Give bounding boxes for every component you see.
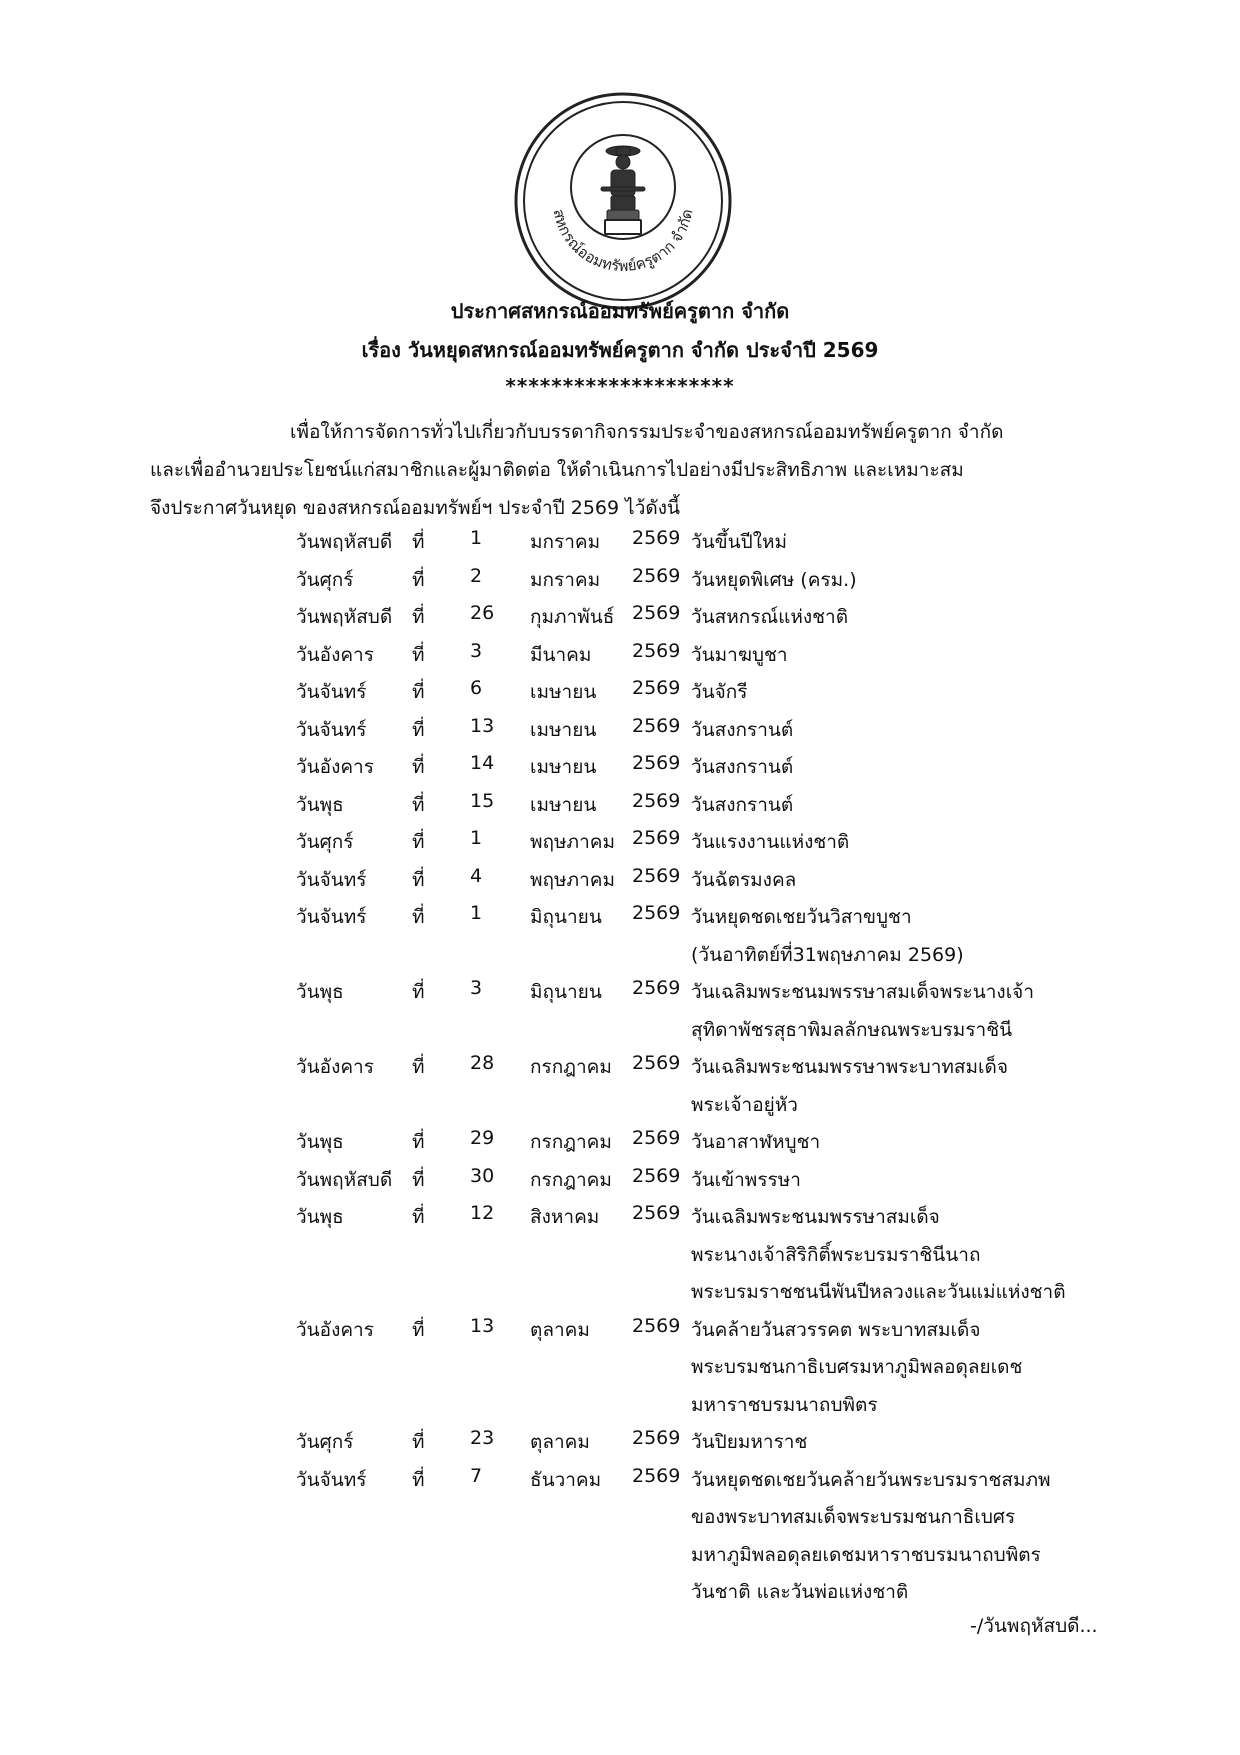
announcement-subject: เรื่อง วันหยุดสหกรณ์ออมทรัพย์ครูตาก จำกัด ประจำปี 2569 — [361, 338, 879, 362]
holiday-description: วันหยุดชดเชยวันคล้ายวันพระบรมราชสมภพ — [691, 1468, 1051, 1491]
holiday-row — [0, 752, 1240, 790]
holiday-date: 12 — [470, 1202, 495, 1224]
holiday-thi: ที่ — [412, 643, 425, 666]
holiday-description: วันสหกรณ์แห่งชาติ — [691, 606, 849, 628]
holiday-day: วันพฤหัสบดี — [296, 606, 393, 628]
holiday-row — [0, 640, 1240, 678]
holiday-thi: ที่ — [412, 1318, 425, 1341]
holiday-year: 2569 — [632, 1314, 681, 1337]
holiday-description: วันเข้าพรรษา — [691, 1168, 801, 1191]
holiday-year: 2569 — [632, 827, 681, 849]
holiday-month: มกราคม — [530, 568, 601, 591]
holiday-row — [0, 977, 1240, 1015]
holiday-description: วันสงกรานต์ — [691, 793, 794, 816]
holiday-description: วันขึ้นปีใหม่ — [691, 531, 788, 553]
holiday-row — [0, 1465, 1240, 1503]
holiday-description: วันเฉลิมพระชนมพรรษาสมเด็จ — [691, 1206, 940, 1228]
holiday-row — [0, 565, 1240, 603]
holiday-description-continued: มหาราชบรมนาถบพิตร — [691, 1393, 878, 1416]
holiday-thi: ที่ — [412, 868, 425, 891]
holiday-year: 2569 — [632, 602, 681, 624]
holiday-row — [0, 1165, 1240, 1203]
holiday-date: 13 — [470, 1314, 495, 1337]
holiday-row — [0, 1315, 1240, 1353]
holiday-description-continued: พระบรมชนกาธิเบศรมหาภูมิพลอดุลยเดช — [691, 1356, 1023, 1378]
holiday-day: วันพุธ — [296, 1131, 344, 1153]
holiday-row — [0, 790, 1240, 828]
holiday-date: 2 — [470, 564, 483, 587]
holiday-thi: ที่ — [412, 1431, 425, 1453]
holiday-date: 30 — [470, 1164, 495, 1187]
holiday-day: วันศุกร์ — [296, 1431, 354, 1453]
holiday-month: เมษายน — [530, 681, 597, 703]
holiday-thi: ที่ — [412, 718, 425, 741]
holiday-month: มีนาคม — [530, 643, 592, 666]
holiday-row — [0, 1202, 1240, 1240]
holiday-day: วันอังคาร — [296, 1318, 374, 1341]
holiday-month: ธันวาคม — [530, 1468, 602, 1491]
holiday-description: วันสงกรานต์ — [691, 718, 794, 741]
intro-line-3: จึงประกาศวันหยุด ของสหกรณ์ออมทรัพย์ฯ ประจำปี 2569 ไว้ดังนี้ — [150, 497, 680, 519]
intro-line-2: และเพื่ออำนวยประโยชน์แก่สมาชิกและผู้มาติดต่อ ให้ดำเนินการไปอย่างมีประสิทธิภาพ และเหมาะสม — [150, 459, 964, 481]
holiday-year: 2569 — [632, 639, 681, 662]
holiday-thi: ที่ — [412, 906, 425, 928]
holiday-thi: ที่ — [412, 606, 425, 628]
holiday-row — [0, 677, 1240, 715]
holiday-date: 23 — [470, 1427, 495, 1449]
holiday-thi: ที่ — [412, 531, 425, 553]
holiday-day: วันพฤหัสบดี — [296, 531, 393, 553]
holiday-row — [0, 715, 1240, 753]
holiday-date: 6 — [470, 677, 483, 699]
holiday-description-continued: วันชาติ และวันพ่อแห่งชาติ — [691, 1581, 909, 1603]
holiday-row — [0, 865, 1240, 903]
holiday-row — [0, 1427, 1240, 1465]
holiday-description-continued: มหาภูมิพลอดุลยเดชมหาราชบรมนาถบพิตร — [691, 1543, 1041, 1566]
holiday-year: 2569 — [632, 1164, 681, 1187]
holiday-month: พฤษภาคม — [530, 831, 615, 853]
holiday-row — [0, 827, 1240, 865]
holiday-description-continued: (วันอาทิตย์ที่31พฤษภาคม 2569) — [691, 943, 964, 966]
holiday-thi: ที่ — [412, 1468, 425, 1491]
holiday-month: เมษายน — [530, 718, 597, 741]
holiday-description: วันมาฆบูชา — [691, 643, 788, 666]
holiday-description-continued: ของพระบาทสมเด็จพระบรมชนกาธิเบศร — [691, 1506, 1016, 1528]
holiday-date: 7 — [470, 1464, 483, 1487]
holiday-row — [0, 527, 1240, 565]
holiday-year: 2569 — [632, 1427, 681, 1449]
holiday-thi: ที่ — [412, 756, 425, 778]
holiday-description: วันคล้ายวันสวรรคต พระบาทสมเด็จ — [691, 1318, 981, 1341]
holiday-day: วันพฤหัสบดี — [296, 1168, 393, 1191]
holiday-date: 28 — [470, 1052, 495, 1074]
holiday-thi: ที่ — [412, 981, 425, 1003]
announcement-title: ประกาศสหกรณ์ออมทรัพย์ครูตาก จำกัด — [450, 299, 790, 323]
holiday-month: เมษายน — [530, 793, 597, 816]
holiday-description-continued: พระเจ้าอยู่หัว — [691, 1093, 798, 1116]
holiday-year: 2569 — [632, 789, 681, 812]
holiday-year: 2569 — [632, 714, 681, 737]
holiday-description: วันจักรี — [691, 681, 748, 703]
holiday-month: กรกฎาคม — [530, 1131, 612, 1153]
holiday-year: 2569 — [632, 1052, 681, 1074]
holiday-date: 14 — [470, 752, 495, 774]
holiday-thi: ที่ — [412, 568, 425, 591]
holiday-thi: ที่ — [412, 1056, 425, 1078]
holiday-row — [0, 1052, 1240, 1090]
holiday-day: วันอังคาร — [296, 643, 374, 666]
holiday-day: วันศุกร์ — [296, 831, 354, 853]
holiday-day: วันอังคาร — [296, 756, 374, 778]
holiday-year: 2569 — [632, 752, 681, 774]
holiday-description: วันแรงงานแห่งชาติ — [691, 831, 850, 853]
holiday-row — [0, 902, 1240, 940]
holiday-day: วันพุธ — [296, 981, 344, 1003]
holiday-thi: ที่ — [412, 681, 425, 703]
holiday-description-continued: พระนางเจ้าสิริกิติ์พระบรมราชินีนาถ — [691, 1243, 981, 1266]
holiday-year: 2569 — [632, 902, 681, 924]
holiday-description: วันสงกรานต์ — [691, 756, 794, 778]
holiday-date: 15 — [470, 789, 495, 812]
holiday-day: วันจันทร์ — [296, 681, 367, 703]
holiday-month: ตุลาคม — [530, 1318, 590, 1341]
holiday-year: 2569 — [632, 527, 681, 549]
holiday-description: วันฉัตรมงคล — [691, 868, 797, 891]
holiday-month: กุมภาพันธ์ — [530, 606, 615, 628]
holiday-day: วันจันทร์ — [296, 868, 367, 891]
holiday-description-continued: สุทิดาพัชรสุธาพิมลลักษณพระบรมราชินี — [691, 1018, 1013, 1041]
holiday-row — [0, 1127, 1240, 1165]
holiday-thi: ที่ — [412, 1131, 425, 1153]
holiday-date: 3 — [470, 639, 483, 662]
holiday-month: เมษายน — [530, 756, 597, 778]
holiday-date: 1 — [470, 902, 483, 924]
holiday-month: พฤษภาคม — [530, 868, 615, 891]
holiday-description: วันหยุดพิเศษ (ครม.) — [691, 568, 857, 591]
holiday-date: 3 — [470, 977, 483, 999]
holiday-row — [0, 602, 1240, 640]
holiday-year: 2569 — [632, 564, 681, 587]
holiday-month: มกราคม — [530, 531, 601, 553]
holiday-year: 2569 — [632, 677, 681, 699]
holiday-thi: ที่ — [412, 1168, 425, 1191]
holiday-year: 2569 — [632, 977, 681, 999]
continuation-note: -/วันพฤหัสบดี... — [970, 1615, 1098, 1637]
holiday-thi: ที่ — [412, 831, 425, 853]
holiday-month: กรกฎาคม — [530, 1168, 612, 1191]
holiday-date: 13 — [470, 714, 495, 737]
holiday-thi: ที่ — [412, 1206, 425, 1228]
holiday-month: มิถุนายน — [530, 906, 602, 928]
holiday-date: 1 — [470, 827, 483, 849]
holiday-date: 26 — [470, 602, 495, 624]
holiday-day: วันจันทร์ — [296, 718, 367, 741]
intro-line-1: เพื่อให้การจัดการทั่วไปเกี่ยวกับบรรดากิจกรรมประจำของสหกรณ์ออมทรัพย์ครูตาก จำกัด — [290, 421, 1004, 443]
holiday-month: กรกฎาคม — [530, 1056, 612, 1078]
holiday-date: 1 — [470, 527, 483, 549]
holiday-day: วันจันทร์ — [296, 1468, 367, 1491]
holiday-description: วันเฉลิมพระชนมพรรษาพระบาทสมเด็จ — [691, 1056, 1009, 1078]
holiday-year: 2569 — [632, 1202, 681, 1224]
seal-ring-text: สหกรณ์ออมทรัพย์ครูตาก จำกัด — [549, 207, 697, 276]
holiday-description: วันเฉลิมพระชนมพรรษาสมเด็จพระนางเจ้า — [691, 981, 1034, 1003]
holiday-month: มิถุนายน — [530, 981, 602, 1003]
holiday-day: วันพุธ — [296, 793, 344, 816]
holiday-description-continued: พระบรมราชชนนีพันปีหลวงและวันแม่แห่งชาติ — [691, 1281, 1066, 1303]
holiday-year: 2569 — [632, 1464, 681, 1487]
holiday-description: วันปิยมหาราช — [691, 1431, 808, 1453]
holiday-day: วันศุกร์ — [296, 568, 354, 591]
holiday-date: 4 — [470, 864, 483, 887]
holiday-description: วันหยุดชดเชยวันวิสาขบูชา — [691, 906, 912, 928]
holiday-day: วันพุธ — [296, 1206, 344, 1228]
holiday-day: วันจันทร์ — [296, 906, 367, 928]
holiday-date: 29 — [470, 1127, 495, 1149]
holiday-month: ตุลาคม — [530, 1431, 590, 1453]
holiday-year: 2569 — [632, 864, 681, 887]
holiday-thi: ที่ — [412, 793, 425, 816]
holiday-description: วันอาสาฬหบูชา — [691, 1131, 821, 1153]
title-separator: ******************** — [505, 374, 735, 398]
holiday-year: 2569 — [632, 1127, 681, 1149]
holiday-day: วันอังคาร — [296, 1056, 374, 1078]
holiday-month: สิงหาคม — [530, 1206, 600, 1228]
